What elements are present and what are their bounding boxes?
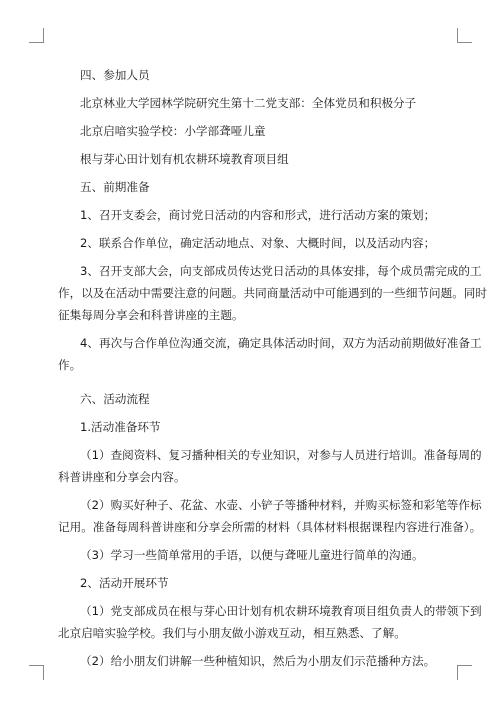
participant-line: 根与芽心田计划有机农耕环境教育项目组 xyxy=(80,152,289,166)
process-item-continued: 科普讲座和分享会内容。 xyxy=(58,470,186,484)
crop-mark-bottom-right xyxy=(457,665,472,680)
process-item: （3）学习一些简单常用的手语，以便与聋哑儿童进行简单的沟通。 xyxy=(80,548,424,562)
preparation-item: 3、召开支部大会，向支部成员传达党日活动的具体安排，每个成员需完成的工 xyxy=(80,264,482,278)
preparation-item: 1、召开支委会，商讨党日活动的内容和形式，进行活动方案的策划； xyxy=(80,208,436,222)
preparation-item-continued: 征集每周分享会和科普讲座的主题。 xyxy=(58,308,244,322)
section-heading-participants: 四、参加人员 xyxy=(80,68,150,82)
section-heading-process: 六、活动流程 xyxy=(80,392,150,406)
process-item: （1）查阅资料、复习播种相关的专业知识，对参与人员进行培训。准备每周的 xyxy=(80,448,482,462)
section-heading-preparation: 五、前期准备 xyxy=(80,180,150,194)
preparation-item-continued: 作，以及在活动中需要注意的问题。共同商量活动中可能遇到的一些细节问题。同时 xyxy=(58,286,487,300)
preparation-item: 4、再次与合作单位沟通交流，确定具体活动时间，双方为活动前期做好准备工 xyxy=(80,336,482,350)
process-item: （1）党支部成员在根与芽心田计划有机农耕环境教育项目组负责人的带领下到 xyxy=(80,604,482,618)
subsection-heading: 1.活动准备环节 xyxy=(80,420,161,434)
subsection-heading: 2、活动开展环节 xyxy=(80,576,169,590)
process-item: （2）给小朋友们讲解一些种植知识，然后为小朋友们示范播种方法。 xyxy=(80,654,436,668)
process-item-continued: 北京启喑实验学校。我们与小朋友做小游戏互动，相互熟悉、了解。 xyxy=(58,626,406,640)
crop-mark-bottom-left xyxy=(29,665,44,680)
crop-mark-top-left xyxy=(29,28,44,43)
preparation-item: 2、联系合作单位，确定活动地点、对象、大概时间，以及活动内容； xyxy=(80,236,436,250)
document-body xyxy=(58,64,487,672)
process-item: （2）购买好种子、花盆、水壶、小铲子等播种材料，并购买标签和彩笔等作标 xyxy=(80,498,482,512)
preparation-item-continued: 作。 xyxy=(58,358,82,372)
crop-mark-top-right xyxy=(457,28,472,43)
participant-line: 北京启喑实验学校：小学部聋哑儿童 xyxy=(80,124,266,138)
participant-line: 北京林业大学园林学院研究生第十二党支部：全体党员和积极分子 xyxy=(80,96,417,110)
process-item-continued: 记用。准备每周科普讲座和分享会所需的材料（具体材料根据课程内容进行准备）。 xyxy=(58,520,482,534)
